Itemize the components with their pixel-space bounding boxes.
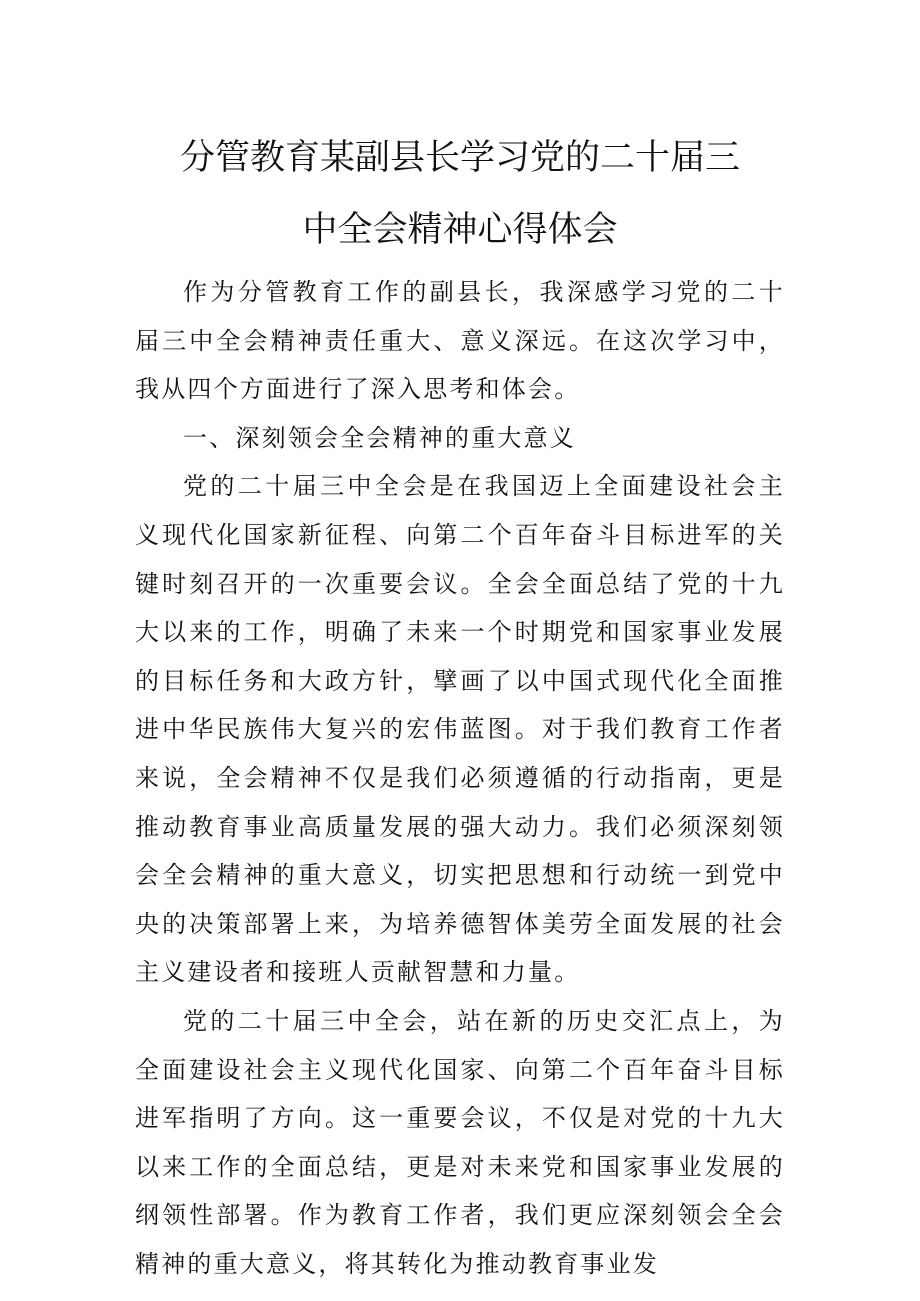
document-body (135, 268, 785, 1288)
document-title-line-1: 分管教育某副县长学习党的二十届三 (179, 138, 740, 178)
section-heading-1: 一、深刻领会全会精神的重大意义 (183, 423, 576, 452)
section-1-paragraph-2: 党的二十届三中全会，站在新的历史交汇点上，为全面建设社会主义现代化国家、向第二个百年奋斗目标进军指明了方向。这一重要会议，不仅是对党的十九大以来工作的全面总结，更是对未来党和国家事业发展的纲领性部署。作为教育工作者，我们更应深刻领会全会精神的重大意义，将其转化为推动教育事业发 (135, 1006, 785, 1278)
section-1-paragraph-1: 党的二十届三中全会是在我国迈上全面建设社会主义现代化国家新征程、向第二个百年奋斗目标进军的关键时刻召开的一次重要会议。全会全面总结了党的十九大以来的工作，明确了未来一个时期党和国家事业发展的目标任务和大政方针，擘画了以中国式现代化全面推进中华民族伟大复兴的宏伟蓝图。对于我们教育工作者来说，全会精神不仅是我们必须遵循的行动指南，更是推动教育事业高质量发展的强大动力。我们必须深刻领会全会精神的重大意义，切实把思想和行动统一到党中央的决策部署上来，为培养德智体美劳全面发展的社会主义建设者和接班人贡献智慧和力量。 (135, 472, 785, 987)
intro-paragraph: 作为分管教育工作的副县长，我深感学习党的二十届三中全会精神责任重大、意义深远。在这次学习中，我从四个方面进行了深入思考和体会。 (135, 278, 785, 404)
document-title-line-2: 中全会精神心得体会 (302, 210, 618, 250)
